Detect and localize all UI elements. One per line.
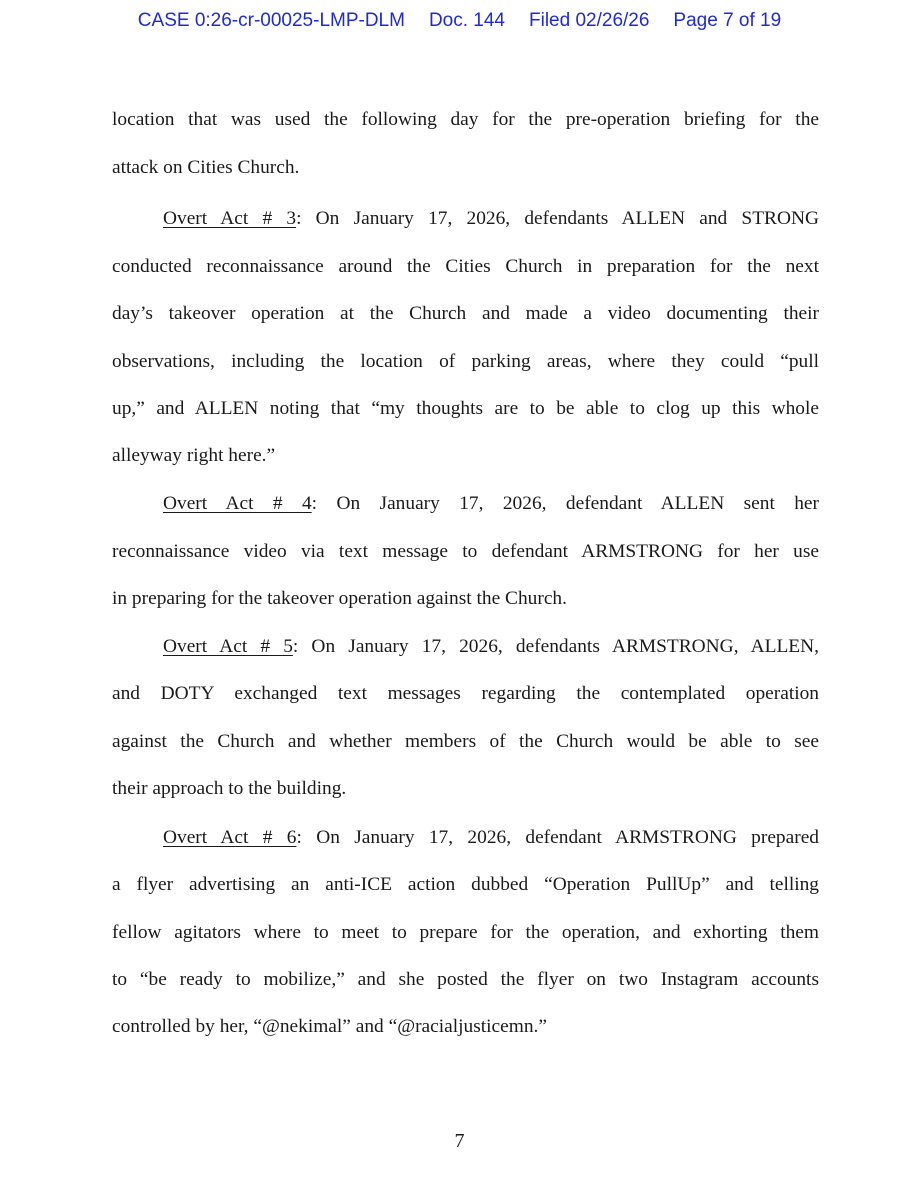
paragraph-line: to “be ready to mobilize,” and she posted the flyer on two Instagram accounts bbox=[112, 969, 819, 990]
overt-act-text: : On January 17, 2026, defendants ARMSTRONG, ALLEN, bbox=[292, 636, 819, 657]
overt-act-text: : On January 17, 2026, defendant ALLEN sent her bbox=[311, 493, 819, 514]
overt-act-5-first-line bbox=[163, 635, 819, 659]
doc-number: Doc. 144 bbox=[428, 10, 505, 31]
paragraph-line: a flyer advertising an anti-ICE action dubbed “Operation PullUp” and telling bbox=[112, 874, 819, 895]
paragraph-line: alleyway right here.” bbox=[112, 445, 276, 466]
overt-act-text: : On January 17, 2026, defendants ALLEN and STRONG bbox=[296, 208, 819, 229]
overt-act-6-first-line bbox=[163, 826, 819, 850]
paragraph-line: in preparing for the takeover operation against the Church. bbox=[112, 588, 567, 609]
paragraph-line: observations, including the location of parking areas, where they could “pull bbox=[112, 351, 819, 372]
page-number: 7 bbox=[454, 1130, 465, 1152]
page-indicator: Page 7 of 19 bbox=[673, 10, 782, 31]
paragraph-line: conducted reconnaissance around the Cities Church in preparation for the next bbox=[112, 256, 819, 277]
overt-act-label: Overt Act # 4 bbox=[163, 493, 312, 514]
paragraph-line: location that was used the following day for the pre-operation briefing for the bbox=[112, 109, 819, 130]
overt-act-label: Overt Act # 6 bbox=[163, 827, 297, 848]
paragraph-line: fellow agitators where to meet to prepare for the operation, and exhorting them bbox=[112, 922, 819, 943]
paragraph-line: their approach to the building. bbox=[112, 778, 347, 799]
paragraph-line: day’s takeover operation at the Church and made a video documenting their bbox=[112, 303, 819, 324]
case-number: CASE 0:26-cr-00025-LMP-DLM bbox=[137, 10, 405, 31]
overt-act-3-first-line bbox=[163, 207, 819, 231]
paragraph-line: and DOTY exchanged text messages regarding the contemplated operation bbox=[112, 683, 819, 704]
paragraph-line: up,” and ALLEN noting that “my thoughts are to be able to clog up this whole bbox=[112, 398, 819, 419]
overt-act-4-first-line bbox=[163, 492, 819, 516]
paragraph-line: attack on Cities Church. bbox=[112, 157, 300, 178]
paragraph-line: controlled by her, “@nekimal” and “@racialjusticemn.” bbox=[112, 1016, 547, 1037]
overt-act-label: Overt Act # 5 bbox=[163, 636, 293, 657]
paragraph-line: reconnaissance video via text message to defendant ARMSTRONG for her use bbox=[112, 541, 819, 562]
case-header bbox=[0, 10, 919, 32]
overt-act-label: Overt Act # 3 bbox=[163, 208, 297, 229]
paragraph-line: against the Church and whether members of the Church would be able to see bbox=[112, 731, 819, 752]
overt-act-text: : On January 17, 2026, defendant ARMSTRONG prepared bbox=[296, 827, 819, 848]
filed-date: Filed 02/26/26 bbox=[529, 10, 650, 31]
